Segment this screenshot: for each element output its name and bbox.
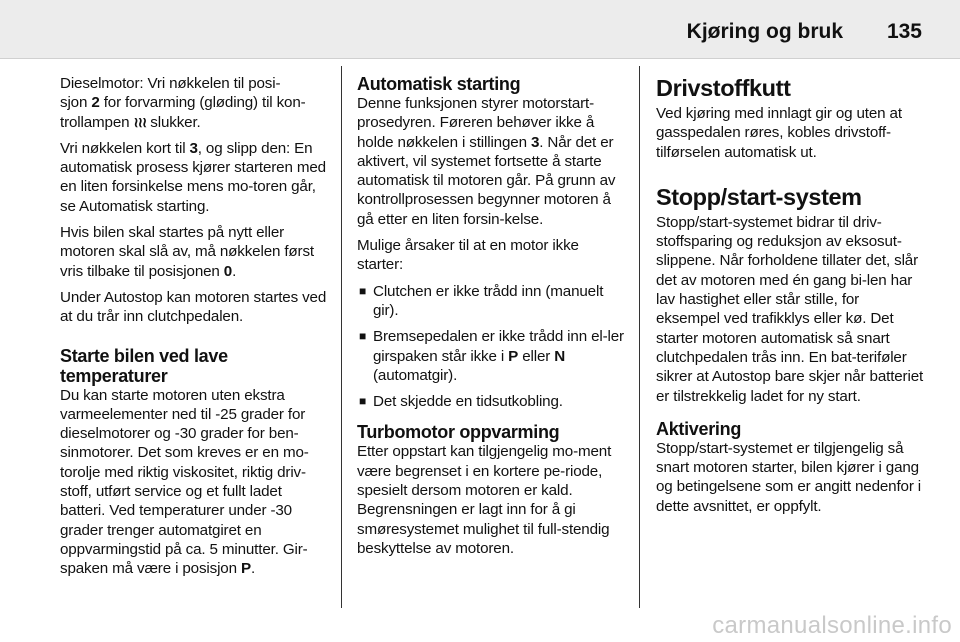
page-number: 135	[886, 20, 922, 43]
bullet-icon: ■	[359, 329, 367, 344]
column-1	[60, 74, 328, 586]
paragraph-low-temperature: Du kan starte motoren uten ekstra varmeelementer ned til -25 grader for dieselmotorer og -30 grader for ben-sinmotorer. Det som kreves er en mo-torolje med riktig viskositet, riktig driv-stoff, utført service og et fullt ladet batteri. Ved temperaturer under -30 grader trenger automatgiret en oppvarmingstid på ca. 5 minutter. Gir-spaken må være i posisjon P.	[60, 386, 309, 578]
heading-automatic-starting: Automatisk starting	[357, 74, 521, 94]
column-3	[656, 74, 924, 523]
paragraph-stop-start: Stopp/start-systemet bidrar til driv-stoffsparing og reduksjon av eksosut-slippene. Når forholdene tillater det, slår det av motoren med én gang bi-len har lav hastighet eller står stille, for eksempel ved trafikklys eller kø. Det starter motoren automatisk så snart clutchpedalen trås inn. En bat-teriføler sikrer at Autostop bare skjer når batteriet er tilstrekkelig ladet for ny start.	[656, 213, 924, 405]
paragraph-automatic-starting: Denne funksjonen styrer motorstart-prosedyren. Føreren behøver ikke å holde nøkkelen i stillingen 3. Når det er aktivert, vil systemet fortsette å starte automatisk til motoren går. På grunn av kontrollprosessen begynner motoren å gå etter en liten forsin-kelse.	[357, 95, 616, 228]
paragraph-autostop: Under Autostop kan motoren startes ved at du trår inn clutchpedalen.	[60, 288, 327, 326]
glow-plug-icon: ≀≀≀	[133, 113, 147, 130]
list-item: ■ Det skjedde en tidsutkobling.	[359, 393, 563, 411]
heading-fuel-cut: Drivstoffkutt	[656, 75, 791, 101]
column-divider	[639, 66, 640, 608]
paragraph-activation: Stopp/start-systemet er tilgjengelig så snart motoren starter, bilen kjører i gang og betingelsene som er angitt nedenfor i dette avsnittet, er oppfylt.	[656, 439, 922, 515]
paragraph-diesel-preheat: Dieselmotor: Vri nøkkelen til posi- sjon 2 for forvarming (gløding) til kon- trollampen ≀≀≀ slukker.	[60, 75, 306, 131]
list-item: ■ Bremsepedalen er ikke trådd inn el-ler girspaken står ikke i P eller N (automatgir).	[359, 328, 624, 384]
paragraph-turbo-warmup: Etter oppstart kan tilgjengelig mo-ment være begrenset i en kortere pe-riode, spesielt dersom motoren er kald. Begrensningen er lagt inn for å gi smøresystemet mulighet til full-stendig beskyttelse av motoren.	[357, 443, 612, 557]
bullet-icon: ■	[359, 283, 367, 298]
paragraph-turn-key: Vri nøkkelen kort til 3, og slipp den: En automatisk prosess kjører starteren med en liten forsinkelse mens mo-toren går, se Automatisk starting.	[60, 139, 326, 215]
heading-activation: Aktivering	[656, 418, 742, 439]
watermark: carmanualsonline.info	[712, 612, 952, 639]
heading-stop-start: Stopp/start-system	[656, 183, 862, 210]
page-header	[0, 0, 960, 59]
causes-list	[357, 282, 625, 412]
section-title: Kjøring og bruk	[686, 20, 843, 43]
column-2	[357, 74, 625, 565]
heading-low-temperature: Starte bilen ved lave temperaturer	[60, 345, 228, 386]
list-item: ■ Clutchen er ikke trådd inn (manuelt gir).	[359, 282, 604, 319]
column-divider	[341, 66, 342, 608]
bullet-icon: ■	[359, 394, 367, 409]
paragraph-restart: Hvis bilen skal startes på nytt eller motoren skal slå av, må nøkkelen først vris tilbake til posisjonen 0.	[60, 224, 314, 280]
paragraph-fuel-cut: Ved kjøring med innlagt gir og uten at gasspedalen røres, kobles drivstoff-tilførselen automatisk ut.	[656, 105, 902, 161]
paragraph-causes: Mulige årsaker til at en motor ikke starter:	[357, 237, 579, 274]
heading-turbo-warmup: Turbomotor oppvarming	[357, 422, 560, 443]
